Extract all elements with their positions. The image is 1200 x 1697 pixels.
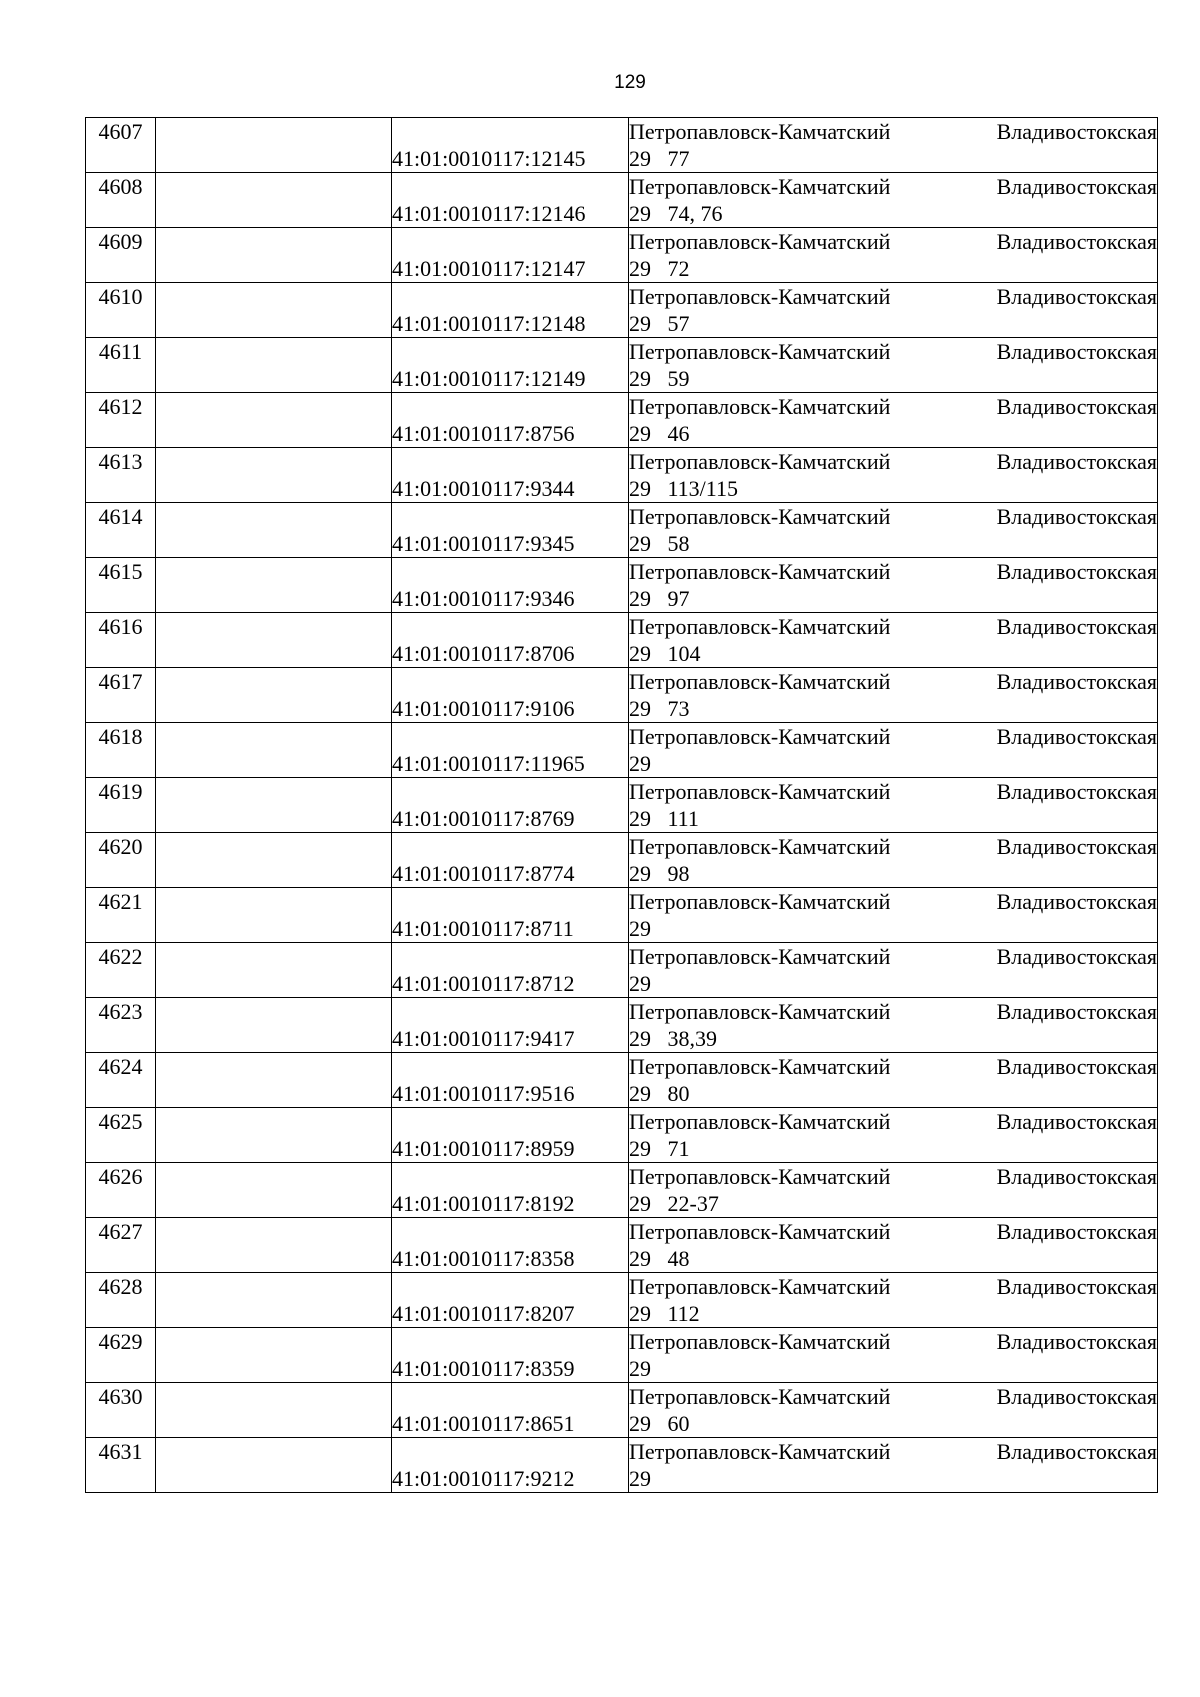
address-street: Владивостокская xyxy=(996,284,1157,309)
cadastral-number-cell: 41:01:0010117:12146 xyxy=(392,173,629,228)
address-line-house-apartment xyxy=(629,1025,1157,1052)
address-house: 29 xyxy=(629,146,651,171)
address-street: Владивостокская xyxy=(996,339,1157,364)
address-city: Петропавловск-Камчатский xyxy=(629,1219,891,1244)
address-cell xyxy=(629,613,1158,668)
address-line-house-apartment xyxy=(629,475,1157,502)
table-row xyxy=(86,1438,1158,1493)
address-cell xyxy=(629,393,1158,448)
table-row xyxy=(86,778,1158,833)
empty-cell xyxy=(156,118,392,173)
address-line-city-street xyxy=(629,1163,1157,1190)
table-row xyxy=(86,503,1158,558)
address-cell xyxy=(629,558,1158,613)
row-number-cell: 4607 xyxy=(86,118,156,173)
address-street: Владивостокская xyxy=(996,1054,1157,1079)
table-row xyxy=(86,1383,1158,1438)
address-line-house-apartment xyxy=(629,1135,1157,1162)
property-registry-table xyxy=(85,117,1158,1493)
empty-cell xyxy=(156,778,392,833)
address-line-city-street xyxy=(629,338,1157,365)
address-house: 29 xyxy=(629,421,651,446)
cadastral-number-cell: 41:01:0010117:8192 xyxy=(392,1163,629,1218)
address-line-city-street xyxy=(629,1218,1157,1245)
empty-cell xyxy=(156,1328,392,1383)
address-house: 29 xyxy=(629,861,651,886)
address-house: 29 xyxy=(629,1026,651,1051)
empty-cell xyxy=(156,173,392,228)
row-number-cell: 4612 xyxy=(86,393,156,448)
address-city: Петропавловск-Камчатский xyxy=(629,504,891,529)
row-number-cell: 4614 xyxy=(86,503,156,558)
address-house: 29 xyxy=(629,366,651,391)
row-number-cell: 4631 xyxy=(86,1438,156,1493)
address-street: Владивостокская xyxy=(996,174,1157,199)
address-line-house-apartment xyxy=(629,1355,1157,1382)
address-house: 29 xyxy=(629,971,651,996)
address-line-city-street xyxy=(629,228,1157,255)
cadastral-number-cell: 41:01:0010117:8711 xyxy=(392,888,629,943)
address-house: 29 xyxy=(629,1411,651,1436)
address-cell xyxy=(629,778,1158,833)
table-row xyxy=(86,448,1158,503)
address-apartment: 58 xyxy=(667,531,690,556)
table-row xyxy=(86,1108,1158,1163)
cadastral-number-cell: 41:01:0010117:9417 xyxy=(392,998,629,1053)
address-city: Петропавловск-Камчатский xyxy=(629,1109,891,1134)
cadastral-number-cell: 41:01:0010117:9344 xyxy=(392,448,629,503)
row-number-cell: 4611 xyxy=(86,338,156,393)
empty-cell xyxy=(156,613,392,668)
address-cell xyxy=(629,943,1158,998)
address-line-house-apartment xyxy=(629,860,1157,887)
table-row xyxy=(86,888,1158,943)
address-apartment: 73 xyxy=(667,696,690,721)
address-line-city-street xyxy=(629,558,1157,585)
cadastral-number-cell: 41:01:0010117:8359 xyxy=(392,1328,629,1383)
address-city: Петропавловск-Камчатский xyxy=(629,1164,891,1189)
table-row xyxy=(86,338,1158,393)
table-row xyxy=(86,228,1158,283)
address-cell xyxy=(629,503,1158,558)
address-house: 29 xyxy=(629,696,651,721)
address-line-city-street xyxy=(629,888,1157,915)
address-apartment: 38,39 xyxy=(667,1026,717,1051)
table-row xyxy=(86,558,1158,613)
address-apartment: 97 xyxy=(667,586,690,611)
row-number-cell: 4622 xyxy=(86,943,156,998)
table-row xyxy=(86,613,1158,668)
address-cell xyxy=(629,668,1158,723)
address-apartment: 112 xyxy=(667,1301,700,1326)
address-line-house-apartment xyxy=(629,915,1157,942)
address-cell xyxy=(629,283,1158,338)
address-line-house-apartment xyxy=(629,530,1157,557)
empty-cell xyxy=(156,1438,392,1493)
address-house: 29 xyxy=(629,311,651,336)
row-number-cell: 4608 xyxy=(86,173,156,228)
address-cell xyxy=(629,228,1158,283)
address-line-city-street xyxy=(629,668,1157,695)
row-number-cell: 4616 xyxy=(86,613,156,668)
page-number: 129 xyxy=(614,72,646,93)
row-number-cell: 4618 xyxy=(86,723,156,778)
empty-cell xyxy=(156,1053,392,1108)
address-line-city-street xyxy=(629,1383,1157,1410)
address-city: Петропавловск-Камчатский xyxy=(629,229,891,254)
address-line-house-apartment xyxy=(629,695,1157,722)
address-line-house-apartment xyxy=(629,145,1157,172)
address-cell xyxy=(629,1108,1158,1163)
cadastral-number-cell: 41:01:0010117:8774 xyxy=(392,833,629,888)
address-apartment: 71 xyxy=(667,1136,690,1161)
address-line-city-street xyxy=(629,943,1157,970)
cadastral-number-cell: 41:01:0010117:11965 xyxy=(392,723,629,778)
address-street: Владивостокская xyxy=(996,999,1157,1024)
empty-cell xyxy=(156,503,392,558)
address-house: 29 xyxy=(629,1136,651,1161)
cadastral-number-cell: 41:01:0010117:9346 xyxy=(392,558,629,613)
address-street: Владивостокская xyxy=(996,1384,1157,1409)
address-city: Петропавловск-Камчатский xyxy=(629,119,891,144)
address-cell xyxy=(629,1163,1158,1218)
address-city: Петропавловск-Камчатский xyxy=(629,999,891,1024)
empty-cell xyxy=(156,1108,392,1163)
empty-cell xyxy=(156,338,392,393)
address-cell xyxy=(629,1273,1158,1328)
empty-cell xyxy=(156,943,392,998)
address-street: Владивостокская xyxy=(996,834,1157,859)
registry-table-body xyxy=(86,118,1158,1493)
address-line-city-street xyxy=(629,998,1157,1025)
address-city: Петропавловск-Камчатский xyxy=(629,614,891,639)
address-cell xyxy=(629,1438,1158,1493)
address-city: Петропавловск-Камчатский xyxy=(629,449,891,474)
address-street: Владивостокская xyxy=(996,889,1157,914)
address-line-city-street xyxy=(629,393,1157,420)
empty-cell xyxy=(156,558,392,613)
cadastral-number-cell: 41:01:0010117:9345 xyxy=(392,503,629,558)
address-line-house-apartment xyxy=(629,310,1157,337)
address-apartment: 60 xyxy=(667,1411,690,1436)
cadastral-number-cell: 41:01:0010117:8756 xyxy=(392,393,629,448)
address-line-house-apartment xyxy=(629,1190,1157,1217)
address-line-city-street xyxy=(629,283,1157,310)
row-number-cell: 4628 xyxy=(86,1273,156,1328)
address-line-city-street xyxy=(629,448,1157,475)
cadastral-number-cell: 41:01:0010117:8207 xyxy=(392,1273,629,1328)
cadastral-number-cell: 41:01:0010117:8959 xyxy=(392,1108,629,1163)
table-row xyxy=(86,998,1158,1053)
address-line-house-apartment xyxy=(629,750,1157,777)
address-apartment: 113/115 xyxy=(667,476,738,501)
address-line-house-apartment xyxy=(629,1300,1157,1327)
address-city: Петропавловск-Камчатский xyxy=(629,669,891,694)
cadastral-number-cell: 41:01:0010117:8706 xyxy=(392,613,629,668)
empty-cell xyxy=(156,1163,392,1218)
address-city: Петропавловск-Камчатский xyxy=(629,1329,891,1354)
address-house: 29 xyxy=(629,806,651,831)
address-street: Владивостокская xyxy=(996,394,1157,419)
empty-cell xyxy=(156,1273,392,1328)
row-number-cell: 4613 xyxy=(86,448,156,503)
row-number-cell: 4610 xyxy=(86,283,156,338)
address-line-house-apartment xyxy=(629,1245,1157,1272)
address-line-house-apartment xyxy=(629,365,1157,392)
table-row xyxy=(86,723,1158,778)
address-street: Владивостокская xyxy=(996,504,1157,529)
address-apartment: 80 xyxy=(667,1081,690,1106)
empty-cell xyxy=(156,998,392,1053)
address-city: Петропавловск-Камчатский xyxy=(629,889,891,914)
cadastral-number-cell: 41:01:0010117:12149 xyxy=(392,338,629,393)
address-city: Петропавловск-Камчатский xyxy=(629,1054,891,1079)
row-number-cell: 4625 xyxy=(86,1108,156,1163)
address-cell xyxy=(629,448,1158,503)
address-cell xyxy=(629,338,1158,393)
address-line-house-apartment xyxy=(629,1465,1157,1492)
address-line-city-street xyxy=(629,1328,1157,1355)
empty-cell xyxy=(156,888,392,943)
cadastral-number-cell: 41:01:0010117:8712 xyxy=(392,943,629,998)
empty-cell xyxy=(156,393,392,448)
empty-cell xyxy=(156,228,392,283)
table-row xyxy=(86,1163,1158,1218)
address-house: 29 xyxy=(629,586,651,611)
address-house: 29 xyxy=(629,531,651,556)
address-city: Петропавловск-Камчатский xyxy=(629,1274,891,1299)
address-city: Петропавловск-Камчатский xyxy=(629,284,891,309)
empty-cell xyxy=(156,448,392,503)
address-city: Петропавловск-Камчатский xyxy=(629,779,891,804)
address-line-house-apartment xyxy=(629,640,1157,667)
table-row xyxy=(86,1328,1158,1383)
address-line-house-apartment xyxy=(629,585,1157,612)
address-apartment: 74, 76 xyxy=(667,201,723,226)
row-number-cell: 4609 xyxy=(86,228,156,283)
row-number-cell: 4619 xyxy=(86,778,156,833)
cadastral-number-cell: 41:01:0010117:8769 xyxy=(392,778,629,833)
cadastral-number-cell: 41:01:0010117:12147 xyxy=(392,228,629,283)
table-row xyxy=(86,833,1158,888)
address-street: Владивостокская xyxy=(996,669,1157,694)
cadastral-number-cell: 41:01:0010117:12145 xyxy=(392,118,629,173)
table-row xyxy=(86,943,1158,998)
row-number-cell: 4624 xyxy=(86,1053,156,1108)
address-cell xyxy=(629,1218,1158,1273)
address-cell xyxy=(629,1383,1158,1438)
row-number-cell: 4623 xyxy=(86,998,156,1053)
empty-cell xyxy=(156,668,392,723)
address-line-city-street xyxy=(629,1108,1157,1135)
address-line-city-street xyxy=(629,1438,1157,1465)
empty-cell xyxy=(156,1218,392,1273)
address-apartment: 48 xyxy=(667,1246,690,1271)
address-apartment: 72 xyxy=(667,256,690,281)
table-row xyxy=(86,668,1158,723)
empty-cell xyxy=(156,283,392,338)
address-street: Владивостокская xyxy=(996,1109,1157,1134)
address-street: Владивостокская xyxy=(996,1274,1157,1299)
row-number-cell: 4629 xyxy=(86,1328,156,1383)
cadastral-number-cell: 41:01:0010117:12148 xyxy=(392,283,629,338)
address-cell xyxy=(629,118,1158,173)
address-house: 29 xyxy=(629,916,651,941)
address-line-city-street xyxy=(629,503,1157,530)
address-city: Петропавловск-Камчатский xyxy=(629,559,891,584)
row-number-cell: 4630 xyxy=(86,1383,156,1438)
address-city: Петропавловск-Камчатский xyxy=(629,724,891,749)
address-street: Владивостокская xyxy=(996,1164,1157,1189)
table-row xyxy=(86,118,1158,173)
address-street: Владивостокская xyxy=(996,229,1157,254)
address-street: Владивостокская xyxy=(996,449,1157,474)
address-line-house-apartment xyxy=(629,970,1157,997)
address-line-city-street xyxy=(629,613,1157,640)
empty-cell xyxy=(156,833,392,888)
row-number-cell: 4621 xyxy=(86,888,156,943)
address-street: Владивостокская xyxy=(996,559,1157,584)
address-cell xyxy=(629,1328,1158,1383)
row-number-cell: 4627 xyxy=(86,1218,156,1273)
address-line-city-street xyxy=(629,1053,1157,1080)
row-number-cell: 4626 xyxy=(86,1163,156,1218)
table-row xyxy=(86,283,1158,338)
address-apartment: 59 xyxy=(667,366,690,391)
address-city: Петропавловск-Камчатский xyxy=(629,174,891,199)
address-apartment: 104 xyxy=(667,641,701,666)
address-city: Петропавловск-Камчатский xyxy=(629,1384,891,1409)
address-cell xyxy=(629,998,1158,1053)
cadastral-number-cell: 41:01:0010117:8651 xyxy=(392,1383,629,1438)
address-street: Владивостокская xyxy=(996,944,1157,969)
address-apartment: 98 xyxy=(667,861,690,886)
address-line-city-street xyxy=(629,173,1157,200)
address-street: Владивостокская xyxy=(996,724,1157,749)
address-city: Петропавловск-Камчатский xyxy=(629,394,891,419)
address-cell xyxy=(629,888,1158,943)
address-apartment: 77 xyxy=(667,146,690,171)
cadastral-number-cell: 41:01:0010117:8358 xyxy=(392,1218,629,1273)
address-line-city-street xyxy=(629,723,1157,750)
address-street: Владивостокская xyxy=(996,1219,1157,1244)
address-line-house-apartment xyxy=(629,200,1157,227)
address-cell xyxy=(629,833,1158,888)
row-number-cell: 4615 xyxy=(86,558,156,613)
address-line-city-street xyxy=(629,118,1157,145)
empty-cell xyxy=(156,723,392,778)
address-city: Петропавловск-Камчатский xyxy=(629,1439,891,1464)
address-city: Петропавловск-Камчатский xyxy=(629,834,891,859)
address-line-city-street xyxy=(629,778,1157,805)
address-house: 29 xyxy=(629,641,651,666)
address-cell xyxy=(629,1053,1158,1108)
address-apartment: 111 xyxy=(667,806,699,831)
address-house: 29 xyxy=(629,751,651,776)
row-number-cell: 4617 xyxy=(86,668,156,723)
address-line-city-street xyxy=(629,1273,1157,1300)
address-line-house-apartment xyxy=(629,805,1157,832)
address-house: 29 xyxy=(629,1356,651,1381)
address-street: Владивостокская xyxy=(996,1439,1157,1464)
row-number-cell: 4620 xyxy=(86,833,156,888)
address-line-house-apartment xyxy=(629,255,1157,282)
address-house: 29 xyxy=(629,476,651,501)
address-house: 29 xyxy=(629,1191,651,1216)
address-city: Петропавловск-Камчатский xyxy=(629,944,891,969)
address-line-city-street xyxy=(629,833,1157,860)
address-house: 29 xyxy=(629,1466,651,1491)
address-house: 29 xyxy=(629,1081,651,1106)
address-street: Владивостокская xyxy=(996,614,1157,639)
address-apartment: 57 xyxy=(667,311,690,336)
address-house: 29 xyxy=(629,201,651,226)
address-street: Владивостокская xyxy=(996,119,1157,144)
cadastral-number-cell: 41:01:0010117:9516 xyxy=(392,1053,629,1108)
address-cell xyxy=(629,723,1158,778)
table-row xyxy=(86,173,1158,228)
address-street: Владивостокская xyxy=(996,1329,1157,1354)
address-apartment: 46 xyxy=(667,421,690,446)
cadastral-number-cell: 41:01:0010117:9212 xyxy=(392,1438,629,1493)
address-house: 29 xyxy=(629,1246,651,1271)
address-line-house-apartment xyxy=(629,1080,1157,1107)
table-row xyxy=(86,393,1158,448)
address-house: 29 xyxy=(629,1301,651,1326)
address-city: Петропавловск-Камчатский xyxy=(629,339,891,364)
table-row xyxy=(86,1218,1158,1273)
address-line-house-apartment xyxy=(629,1410,1157,1437)
empty-cell xyxy=(156,1383,392,1438)
cadastral-number-cell: 41:01:0010117:9106 xyxy=(392,668,629,723)
address-cell xyxy=(629,173,1158,228)
table-row xyxy=(86,1053,1158,1108)
table-row xyxy=(86,1273,1158,1328)
address-apartment: 22-37 xyxy=(667,1191,719,1216)
address-street: Владивостокская xyxy=(996,779,1157,804)
address-line-house-apartment xyxy=(629,420,1157,447)
address-house: 29 xyxy=(629,256,651,281)
